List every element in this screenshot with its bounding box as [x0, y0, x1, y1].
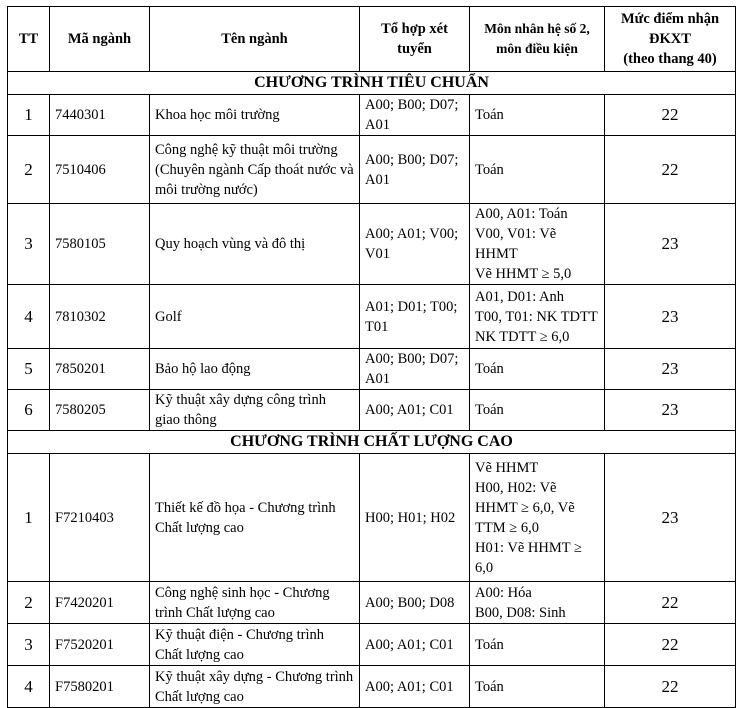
cell-tt: 2 — [8, 582, 50, 624]
cell-subject: Toán — [470, 136, 605, 204]
table-row — [8, 204, 736, 285]
cell-score: 22 — [605, 666, 736, 708]
cell-score: 22 — [605, 136, 736, 204]
cell-code: 7440301 — [50, 95, 150, 136]
cell-subject: Vẽ HHMT H00, H02: Vẽ HHMT ≥ 6,0, Vẽ TTM ≥ 6,0 H01: Vẽ HHMT ≥ 6,0 — [470, 454, 605, 582]
cell-combo: A00; A01; C01 — [360, 666, 470, 708]
cell-tt: 1 — [8, 95, 50, 136]
cell-subject: Toán — [470, 349, 605, 390]
cell-score: 23 — [605, 349, 736, 390]
table-row — [8, 666, 736, 708]
table-row — [8, 624, 736, 666]
cell-name: Kỹ thuật xây dựng công trình giao thông — [150, 390, 360, 431]
cell-name: Quy hoạch vùng và đô thị — [150, 204, 360, 285]
cell-subject: Toán — [470, 95, 605, 136]
cell-code: F7520201 — [50, 624, 150, 666]
cell-tt: 6 — [8, 390, 50, 431]
cell-tt: 1 — [8, 454, 50, 582]
section-title: CHƯƠNG TRÌNH CHẤT LƯỢNG CAO — [8, 431, 736, 454]
cell-name: Golf — [150, 285, 360, 349]
cell-code: F7420201 — [50, 582, 150, 624]
cell-name: Bảo hộ lao động — [150, 349, 360, 390]
cell-tt: 4 — [8, 285, 50, 349]
cell-tt: 3 — [8, 624, 50, 666]
cell-name: Công nghệ kỹ thuật môi trường (Chuyên ngành Cấp thoát nước và môi trường nước) — [150, 136, 360, 204]
header-mon-nhan: Môn nhân hệ số 2, môn điều kiện — [470, 7, 605, 72]
section-row — [8, 72, 736, 95]
cell-code: F7210403 — [50, 454, 150, 582]
cell-code: 7510406 — [50, 136, 150, 204]
header-row — [8, 7, 736, 72]
cell-tt: 2 — [8, 136, 50, 204]
cell-combo: A00; A01; C01 — [360, 624, 470, 666]
cell-score: 23 — [605, 454, 736, 582]
header-muc-diem — [605, 7, 736, 72]
cell-combo: A00; A01; V00; V01 — [360, 204, 470, 285]
table-row — [8, 285, 736, 349]
cell-name: Khoa học môi trường — [150, 95, 360, 136]
cell-code: 7850201 — [50, 349, 150, 390]
table-row — [8, 582, 736, 624]
cell-combo: A00; B00; D07; A01 — [360, 349, 470, 390]
admission-table — [7, 6, 736, 708]
table-row — [8, 136, 736, 204]
section-row — [8, 431, 736, 454]
header-to-hop: Tổ hợp xét tuyển — [360, 7, 470, 72]
cell-score: 23 — [605, 390, 736, 431]
header-tt: TT — [8, 7, 50, 72]
cell-tt: 4 — [8, 666, 50, 708]
cell-score: 22 — [605, 95, 736, 136]
cell-code: 7580205 — [50, 390, 150, 431]
section-title: CHƯƠNG TRÌNH TIÊU CHUẨN — [8, 72, 736, 95]
cell-tt: 3 — [8, 204, 50, 285]
table-row — [8, 390, 736, 431]
cell-combo: A01; D01; T00; T01 — [360, 285, 470, 349]
cell-score: 23 — [605, 285, 736, 349]
cell-combo: A00; B00; D07; A01 — [360, 136, 470, 204]
cell-name: Thiết kế đồ họa - Chương trình Chất lượng cao — [150, 454, 360, 582]
cell-code: 7580105 — [50, 204, 150, 285]
table-body — [8, 72, 736, 708]
cell-score: 22 — [605, 624, 736, 666]
cell-subject: A01, D01: Anh T00, T01: NK TDTT NK TDTT ≥ 6,0 — [470, 285, 605, 349]
cell-name: Công nghệ sinh học - Chương trình Chất lượng cao — [150, 582, 360, 624]
cell-name: Kỹ thuật xây dựng - Chương trình Chất lượng cao — [150, 666, 360, 708]
cell-subject: A00: Hóa B00, D08: Sinh — [470, 582, 605, 624]
cell-combo: A00; A01; C01 — [360, 390, 470, 431]
cell-subject: Toán — [470, 666, 605, 708]
cell-combo: A00; B00; D08 — [360, 582, 470, 624]
table-row — [8, 95, 736, 136]
cell-code: 7810302 — [50, 285, 150, 349]
header-muc-diem-label: Mức điểm nhận ĐKXT — [620, 11, 720, 47]
cell-score: 23 — [605, 204, 736, 285]
cell-tt: 5 — [8, 349, 50, 390]
header-ma-nganh: Mã ngành — [50, 7, 150, 72]
cell-subject: A00, A01: Toán V00, V01: Vẽ HHMT Vẽ HHMT ≥ 5,0 — [470, 204, 605, 285]
cell-score: 22 — [605, 582, 736, 624]
cell-code: F7580201 — [50, 666, 150, 708]
cell-subject: Toán — [470, 624, 605, 666]
cell-combo: H00; H01; H02 — [360, 454, 470, 582]
header-muc-diem-sub: (theo thang 40) — [623, 51, 717, 67]
cell-subject: Toán — [470, 390, 605, 431]
table-row — [8, 454, 736, 582]
cell-name: Kỹ thuật điện - Chương trình Chất lượng cao — [150, 624, 360, 666]
header-ten-nganh: Tên ngành — [150, 7, 360, 72]
cell-combo: A00; B00; D07; A01 — [360, 95, 470, 136]
table-row — [8, 349, 736, 390]
